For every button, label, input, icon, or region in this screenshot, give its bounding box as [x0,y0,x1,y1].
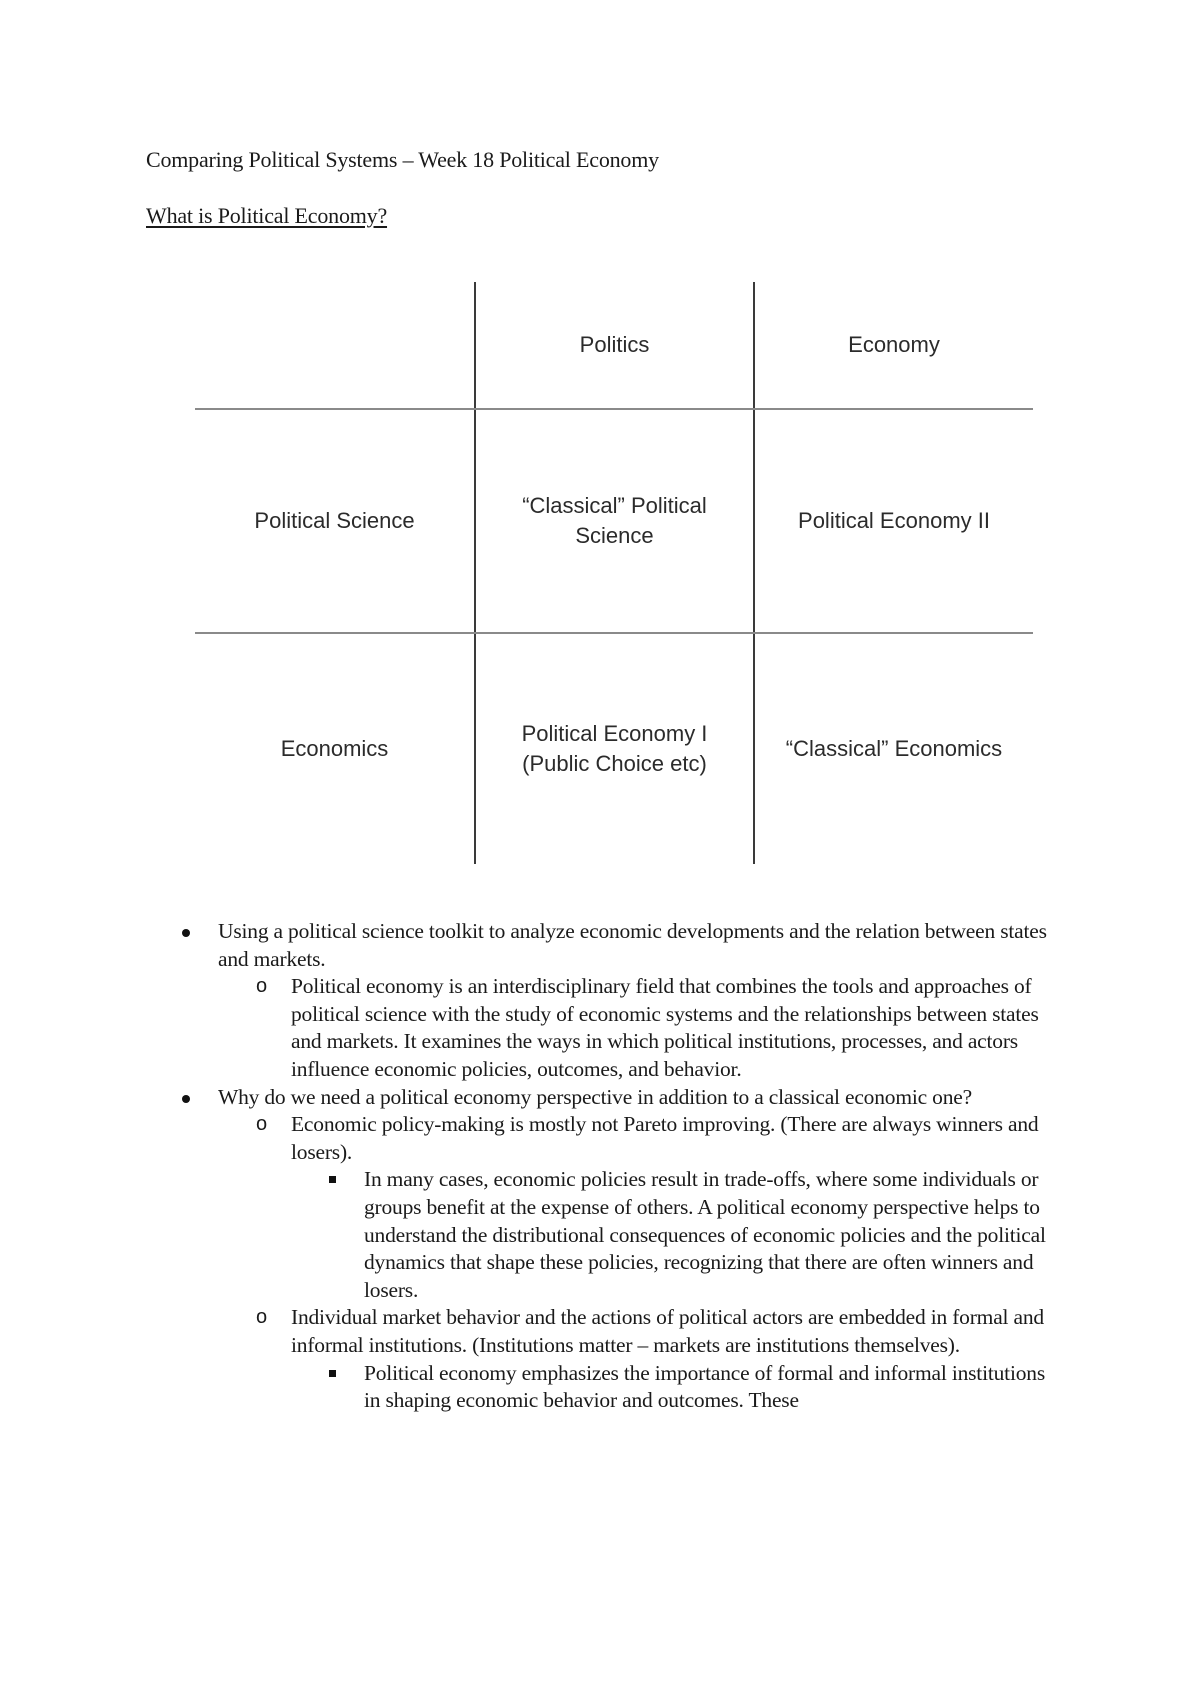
list-item-text: In many cases, economic policies result in trade-offs, where some individuals or groups benefit at the expense of others. A political economy perspective helps to understand the distributional consequences of economic policies and the political dynamics that shape these policies, recognizing that there are often winners and losers. [364,1167,1046,1302]
bullet-square-icon [329,1166,336,1194]
list-item [256,1111,1061,1166]
bullet-dot-icon [182,918,190,946]
grid-row-label-economics: Economics [280,736,389,761]
bullet-circle-icon: o [256,1306,267,1329]
list-item [256,973,1061,1083]
bullet-circle-icon: o [256,1113,267,1136]
grid-cell-political-economy-ii: Political Economy II [798,508,990,533]
list-item-text: Political economy emphasizes the importance of formal and informal institutions in shaping economic behavior and outcomes. These [364,1360,1045,1413]
list-item-text: Individual market behavior and the actions of political actors are embedded in formal and informal institutions. (Institutions matter – markets are institutions themselves). [291,1305,1044,1357]
list-item-text: Economic policy-making is mostly not Pareto improving. (There are always winners and losers). [291,1112,1039,1164]
grid-header-economy: Economy [848,332,940,357]
list-item [364,1360,1054,1415]
grid-cell-classical-political-science: “Classical” Political Science [522,493,707,548]
list-item-text: Why do we need a political economy perspective in addition to a classical economic one? [218,1084,972,1109]
page-title: Comparing Political Systems – Week 18 Political Economy [146,147,659,172]
grid-header-politics: Politics [579,332,650,357]
grid-corner-cell [195,282,474,408]
bullet-square-icon [329,1360,336,1388]
list-item [218,918,1048,973]
grid-cell-classical-economics: “Classical” Economics [785,736,1003,761]
bullet-dot-icon [182,1084,190,1112]
grid-cell-political-economy-i: Political Economy I (Public Choice etc) [521,721,708,776]
section-heading: What is Political Economy? [146,203,388,228]
list-item [256,1304,1061,1359]
list-item-text: Using a political science toolkit to analyze economic developments and the relation between states and markets. [218,919,1047,971]
notes-list [0,918,1200,1415]
list-item-text: Political economy is an interdisciplinary field that combines the tools and approaches of political science with the study of economic systems and the relationships between states and markets. It examines the ways in which political institutions, processes, and actors influence economic policies, outcomes, and behavior. [291,974,1039,1081]
bullet-circle-icon: o [256,975,267,998]
grid-row-label-political-science: Political Science [254,508,415,533]
list-item [218,1084,1048,1112]
political-economy-grid [195,282,1033,864]
list-item [364,1166,1054,1304]
